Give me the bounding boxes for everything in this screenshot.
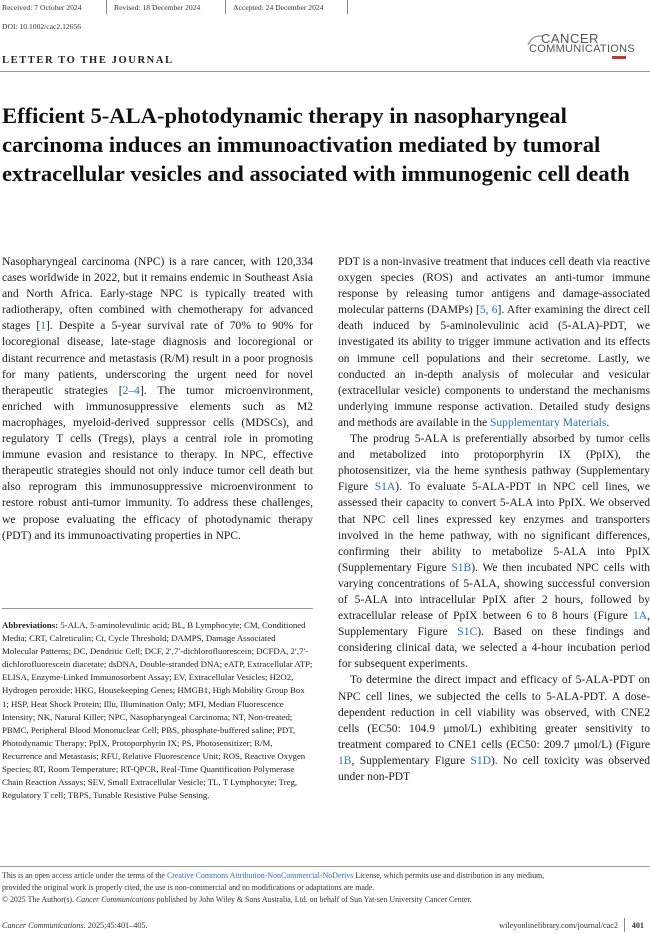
article-title: Efficient 5-ALA-photodynamic therapy in nasopharyngeal carcinoma induces an immunoactivation mediated by tumoral extracellular vesicles and associated with immunogenic cell death: [2, 103, 630, 186]
figure-link[interactable]: 1B: [338, 754, 352, 767]
divider: [347, 0, 348, 14]
logo-line2: COMMUNICATIONS: [529, 43, 636, 55]
divider: [225, 0, 226, 14]
reference-link[interactable]: 1: [40, 320, 46, 333]
supplementary-link[interactable]: Supplementary Materials: [489, 416, 607, 429]
text-run: , Supplementary Figure: [351, 754, 471, 767]
text-run: ). We then incubated NPC cells with varying concentrations of 5-ALA, showing successful conversion of 5-ALA into intracellular PpIX after 2 hours, followed by extracellular release of PpIX between 6 to 8 hours (Figure: [338, 561, 650, 623]
footer-volume: 2025;45:401–405.: [85, 921, 148, 930]
figure-link[interactable]: S1C: [457, 626, 478, 639]
paragraph: [338, 431, 650, 672]
accepted-date: Accepted: 24 December 2024: [233, 3, 324, 12]
figure-link[interactable]: S1B: [451, 561, 472, 574]
text-run: ). Based on these findings and considering clinical data, we selected a 4-hour incubation period for subsequent experiments.: [338, 626, 650, 671]
logo-accent-bar: [612, 56, 626, 59]
text-run: , Supplementary Figure: [338, 610, 650, 639]
body-column-right: [338, 254, 650, 785]
abbreviations-rule: [2, 608, 313, 609]
reference-link[interactable]: 5, 6: [479, 304, 498, 317]
divider: [106, 0, 107, 14]
doi[interactable]: DOI: 10.1002/cac2.12656: [2, 22, 82, 31]
article-dates-bar: [0, 0, 650, 16]
license-link[interactable]: Creative Commons Attribution-NonCommercial-NoDerivs: [167, 871, 354, 880]
text-run: .: [606, 416, 610, 429]
page-footer: [0, 918, 650, 934]
text-run: PDT is a non-invasive treatment that induces cell death via reactive oxygen species (ROS) and activates an anti-tumor immune response by releasing tumor antigens and damage-associated molecular patterns (DAMPs) [: [338, 256, 650, 317]
page-number: 401: [631, 921, 644, 930]
license-line: provided the original work is properly cited, the use is non-commercial and no modifications or adaptations are made.: [2, 883, 375, 892]
license-line: [2, 894, 648, 906]
paragraph: [338, 254, 650, 431]
body-column-left: [2, 254, 313, 544]
abbreviations-label: Abbreviations:: [2, 620, 59, 630]
text-run: © 2025 The Author(s).: [2, 895, 77, 904]
footer-journal-name: Cancer Communications.: [2, 921, 86, 930]
text-run: To determine the direct impact and efficacy of 5-ALA-PDT on NPC cell lines, we subjected the cells to 5-ALA-PDT. A dose-dependent reduction in cell viability was observed, with CNE2 cells (EC50: 104.9 μmol/L) exhibiting greater sensitivity to treatment compared to CNE1 cells (EC50: 209.7 μmol/L) (Figure: [338, 674, 650, 751]
abbreviations-block: [2, 619, 313, 802]
divider: [624, 918, 625, 932]
footer-url[interactable]: wileyonlinelibrary.com/journal/cac2: [499, 921, 618, 930]
abbreviations-text: 5-ALA, 5-aminolevulinic acid; BL, B Lymphocyte; CM, Conditioned Media; CRT, Calreticulin; Ct, Cycle Threshold; DAMPS, Damage Associated Molecular Patterns; DC, Dendritic Cell; DCF, 2′,7′-dichlorofluorescein; DCFDA, 2′,7′-dichlorofluorescein diacetate; dsDNA, Double-stranded DNA; eATP, Extracellular ATP; ELISA, Enzyme-Linked Immunosorbent Assay; EV, Extracellular Vesicles; H2O2, Hydrogen peroxide; HKG, Housekeeping Genes; HMGB1, High Mobility Group Box 1; HSP, Heat Shock Protein; Illu, Illumination Only; MFI, Median Fluorescence Intensity; NK, Natural Killer; NPC, Nasopharyngeal Carcinoma; NT, Non-treated; PBMC, Peripheral Blood Mononuclear Cell; PBS, phosphate-buffered saline; PDT, Photodynamic Therapy; PpIX, Protoporphyrin IX; PS, Photosensitizer; R/M, Recurrence and Metastasis; RFU, Relative Fluorescence Unit; ROS, Reactive Oxygen Species; RT, Room Temperature; RT-QPCR, Real-Time Quantification Polymerase Chain Reaction Assays; SEV, Small Extracellular Vesicle; TL, T Lymphocyte; Treg, Regulatory T cell; TRPS, Tunable Resistive Pulse Sensing.: [2, 620, 313, 801]
logo-line1: CANCER: [541, 31, 599, 46]
text-run: published by John Wiley & Sons Australia, Ltd. on behalf of Sun Yat-sen University Cancer Center.: [154, 895, 472, 904]
received-date: Received: 7 October 2024: [2, 3, 82, 12]
text-run: ). No cell toxicity was observed under non-PDT: [338, 754, 650, 783]
text-run: ]. Despite a 5-year survival rate of 70% to 90% for locoregional disease, late-stage diagnosis and locoregional or distant recurrence and metastasis (R/M) result in a poor prognosis for many patients, underscoring the urgent need for novel therapeutic strategies [: [2, 320, 313, 397]
revised-date: Revised: 18 December 2024: [114, 3, 201, 12]
footer-rule: [0, 866, 650, 867]
text-run: This is an open access article under the terms of the: [2, 871, 167, 880]
journal-name-italic: Cancer Communications: [76, 895, 155, 904]
text-run: ]. The tumor microenvironment, enriched with immunosuppressive elements such as M2 macrophages, myeloid-derived suppressor cells (MDSCs), and regulatory T cells (Tregs), plays a central role in promoting immune evasion and resistance to therapy. In NPC, effective therapeutic strategies should not only induce tumor cell death but also reprogram this immunosuppressive microenvironment to restore robust anti-tumor immunity. To address these challenges, we propose evaluating the efficacy of photodynamic therapy (PDT) and its immunoactivating properties in NPC.: [2, 384, 314, 542]
figure-link[interactable]: S1D: [470, 754, 491, 767]
paragraph: [2, 254, 313, 544]
license-line: [2, 870, 648, 882]
reference-link[interactable]: 2–4: [122, 384, 140, 397]
paragraph: [338, 672, 650, 785]
journal-logo: [526, 31, 636, 59]
figure-link[interactable]: S1A: [374, 481, 396, 494]
text-run: ]. After examining the direct cell death induced by 5-aminolevulinic acid (5-ALA)-PDT, we investigated its ability to trigger immune activation and its effects on immune cell populations and their secretome. Lastly, we conducted an in-depth analysis of molecular and vesicular (extracellular vesicle) components to understand the mechanisms underlying immune response activation. Detailed study designs and methods are available in the: [338, 304, 650, 429]
header-rule: [0, 71, 650, 72]
text-run: ). To evaluate 5-ALA-PDT in NPC cell lines, we assessed their capacity to convert 5-ALA into PpIX. We observed that NPC cell lines expressed key enzymes and transporters involved in the heme pathway, with no significant differences, confirming their ability to metabolize 5-ALA into PpIX (Supplementary Figure: [338, 481, 650, 574]
text-run: Nasopharyngeal carcinoma (NPC) is a rare cancer, with 120,334 cases worldwide in 2022, but it remains endemic in Southeast Asia and North Africa. Early-stage NPC is typically treated with radiotherapy, often combined with chemotherapy for advanced stages [: [2, 256, 313, 333]
figure-link[interactable]: 1A: [632, 610, 648, 623]
section-label: LETTER TO THE JOURNAL: [2, 55, 174, 66]
license-block: [2, 870, 648, 906]
text-run: License, which permits use and distribution in any medium,: [353, 871, 545, 880]
text-run: The prodrug 5-ALA is preferentially absorbed by tumor cells and metabolized into protoporphyrin IX (PpIX), the photosensitizer, via the heme synthesis pathway (Supplementary Figure: [338, 433, 650, 494]
footer-citation: [2, 921, 148, 930]
